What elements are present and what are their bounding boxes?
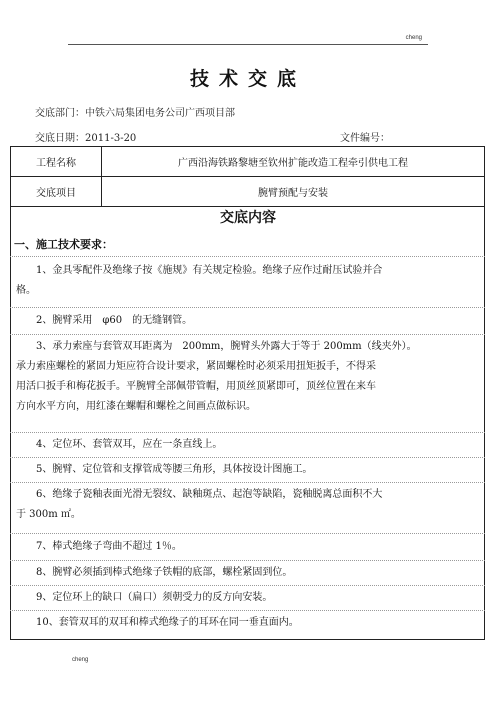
rule-line: [10, 610, 485, 611]
paragraph-line: 7、棒式绝缘子弯曲不超过 1％。: [36, 541, 182, 552]
paragraph-5: [16, 460, 476, 480]
paragraph-line: 承力索座螺栓的紧固力矩应符合设计要求，紧固螺栓时必须采用扭矩扳手，不得采: [16, 361, 376, 372]
section-title: 交底内容: [220, 210, 276, 226]
paragraph-line: 8、腕臂必须插到棒式绝缘子铁帽的底部，螺栓紧固到位。: [36, 567, 293, 578]
paragraph-line: 方向水平方向，用红漆在螺帽和螺栓之间画点做标识。: [16, 401, 256, 412]
paragraph-line: 3、承力索座与套管双耳距离为 200mm，腕臂头外露大于等于 200mm（线夹外）。: [36, 341, 417, 352]
rule-line: [10, 432, 485, 433]
rule-line: [10, 560, 485, 561]
item-label: 交底项目: [11, 177, 102, 207]
project-value: 广西沿海铁路黎塘至钦州扩能改造工程牵引供电工程: [102, 147, 485, 177]
rule-line: [10, 482, 485, 483]
paragraph-6: [16, 485, 476, 525]
paragraph-line: 1、金具零配件及绝缘子按《施规》有关规定检验。绝缘子应作过耐压试验并合: [36, 265, 383, 276]
date-label: 交底日期：: [35, 133, 85, 144]
paragraph-3: [16, 337, 476, 417]
info-table: [10, 146, 485, 207]
department-value: 中铁六局集团电务公司广西项目部: [85, 108, 235, 119]
department-label: 交底部门：: [35, 108, 85, 119]
item-row: [11, 177, 485, 207]
paragraph-line: 5、腕臂、定位管和支撑管成等腰三角形，具体按设计图施工。: [36, 464, 313, 475]
paragraph-line: 于 300m ㎡。: [16, 509, 81, 520]
header-rule: [68, 44, 428, 45]
paragraph-8: [16, 563, 476, 583]
section-heading: 一、施工技术要求：: [14, 238, 113, 251]
footer-mark: cheng: [72, 657, 89, 663]
project-label: 工程名称: [11, 147, 102, 177]
date-row: [35, 129, 136, 144]
rule-line: [10, 533, 485, 534]
paragraph-line: 用活口扳手和梅花扳手。平腕臂全部佩带管帽，用顶丝顶紧即可，顶丝位置在来车: [16, 381, 376, 392]
paragraph-4: [16, 435, 476, 455]
document-number-label: 文件编号：: [340, 133, 390, 144]
paragraph-7: [16, 537, 476, 557]
document-title: 技术交底: [189, 68, 306, 90]
paragraph-line: 9、定位环上的缺口（扁口）须朝受力的反方向安装。: [36, 592, 273, 603]
item-value: 腕臂预配与安装: [102, 177, 485, 207]
paragraph-line: 格。: [16, 285, 36, 296]
paragraph-line: 10、套管双耳的双耳和棒式绝缘子的耳环在同一垂直面内。: [36, 617, 299, 628]
project-row: [11, 147, 485, 177]
paragraph-1: [16, 261, 476, 301]
rule-line: [10, 256, 485, 257]
department-row: [35, 104, 235, 119]
rule-line: [10, 457, 485, 458]
paragraph-10: [16, 613, 476, 633]
paragraph-line: 4、定位环、套管双耳，应在一条直线上。: [36, 439, 223, 450]
rule-line: [10, 334, 485, 335]
rule-line: [10, 307, 485, 308]
rule-line: [10, 585, 485, 586]
paragraph-line: 6、绝缘子瓷釉表面光滑无裂纹、缺釉斑点、起泡等缺陷，瓷釉脱离总面积不大: [36, 489, 383, 500]
paragraph-2: [16, 311, 476, 331]
header-mark: cheng: [405, 35, 422, 41]
paragraph-line: 2、腕臂采用 φ60 的无缝钢管。: [36, 315, 193, 326]
date-value: 2011-3-20: [85, 133, 137, 144]
paragraph-9: [16, 588, 476, 608]
